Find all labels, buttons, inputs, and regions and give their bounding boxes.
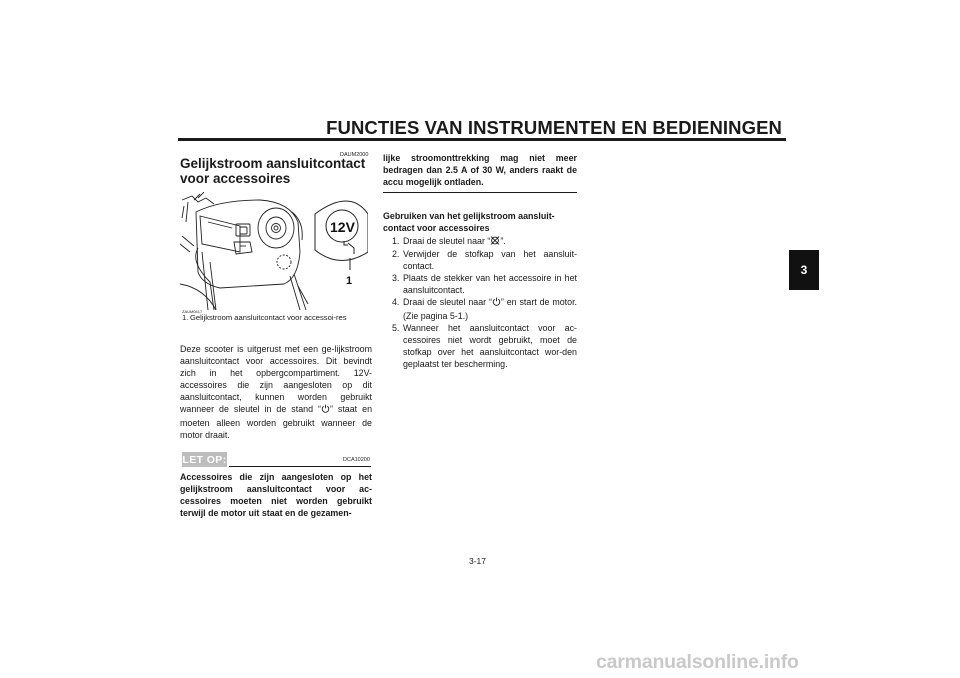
- usage-step-3: [383, 272, 577, 296]
- usage-title: Gebruiken van het gelijkstroom aansluit-contact voor accessoires: [383, 211, 555, 233]
- notice-text-right: lijke stroomonttrekking mag niet meer bedragen dan 2.5 A of 30 W, anders raakt de accu mogelijk ontladen.: [383, 153, 577, 188]
- step-number: 3.: [392, 273, 400, 284]
- scooter-compartment-illustration: [180, 192, 368, 310]
- figure-code: ZAUM0417: [182, 309, 203, 314]
- key-on-icon: [321, 404, 330, 416]
- key-off-icon: [490, 236, 500, 248]
- page-header-title: FUNCTIES VAN INSTRUMENTEN EN BEDIENINGEN: [326, 117, 782, 138]
- usage-steps: [383, 235, 577, 370]
- notice-label: LET OP:: [182, 453, 227, 466]
- page-number: 3-17: [469, 556, 487, 566]
- step-number: 2.: [392, 249, 400, 260]
- step-text-post: ”.: [500, 236, 506, 246]
- figure-12v-socket: [180, 192, 368, 310]
- chapter-tab: 3: [789, 250, 819, 290]
- figure-caption: [182, 313, 372, 323]
- section-code: DAUM2000: [340, 152, 369, 158]
- section-body: [180, 343, 372, 441]
- step-text: Verwijder de stofkap van het aansluit-contact.: [403, 249, 577, 272]
- step-text-pre: Draai de sleutel naar “: [403, 236, 491, 246]
- figure-callout-1: 1: [346, 275, 353, 287]
- usage-step-5: [383, 322, 577, 370]
- watermark: carmanualsonline.info: [596, 651, 799, 673]
- step-number: 4.: [392, 297, 400, 308]
- notice-rule-right: [383, 192, 577, 193]
- notice-text-left: Accessoires die zijn aangesloten op het gelijkstroom aansluitcontact voor ac-cessoires moeten niet worden gebruikt terwijl de motor uit staat en de gezamen-: [180, 472, 372, 519]
- step-text-post: ” en start de motor. (Zie pagina 5-1.): [403, 297, 577, 321]
- step-text: Wanneer het aansluitcontact voor ac-cessoires niet wordt gebruikt, moet de stofkap over het aansluitcontact wor-den geplaatst ter bescherming.: [403, 322, 577, 369]
- body-text-before: Deze scooter is uitgerust met een ge-lijkstroom aansluitcontact voor accessoires. Dit bevindt zich in het opbergcompartiment. 12V-accessoires die zijn aangesloten op dit aansluitcontact, kunnen worden gebruikt wanneer de sleutel in de stand “: [180, 344, 372, 415]
- label-12v: 12V: [330, 219, 355, 235]
- step-number: 5.: [392, 322, 400, 333]
- usage-step-2: [383, 248, 577, 272]
- step-number: 1.: [392, 236, 400, 246]
- usage-step-1: [383, 235, 577, 248]
- caption-text: Gelijkstroom aansluitcontact voor accessoi-res: [190, 313, 347, 322]
- section-title: Gelijkstroom aansluitcontact voor accessoires: [180, 156, 366, 186]
- step-text: Plaats de stekker van het accessoire in het aansluitcontact.: [403, 273, 577, 296]
- notice-code: DCA10200: [343, 457, 370, 463]
- body-text-after: ” staat en moeten alleen worden gebruikt wanneer de motor draait.: [180, 404, 372, 440]
- caption-number: 1.: [182, 313, 189, 322]
- usage-step-4: [383, 296, 577, 321]
- step-text-pre: Draai de sleutel naar “: [403, 297, 492, 308]
- key-on-icon: [492, 297, 501, 309]
- header-rule: [178, 138, 786, 141]
- notice-rule-left: [229, 466, 371, 467]
